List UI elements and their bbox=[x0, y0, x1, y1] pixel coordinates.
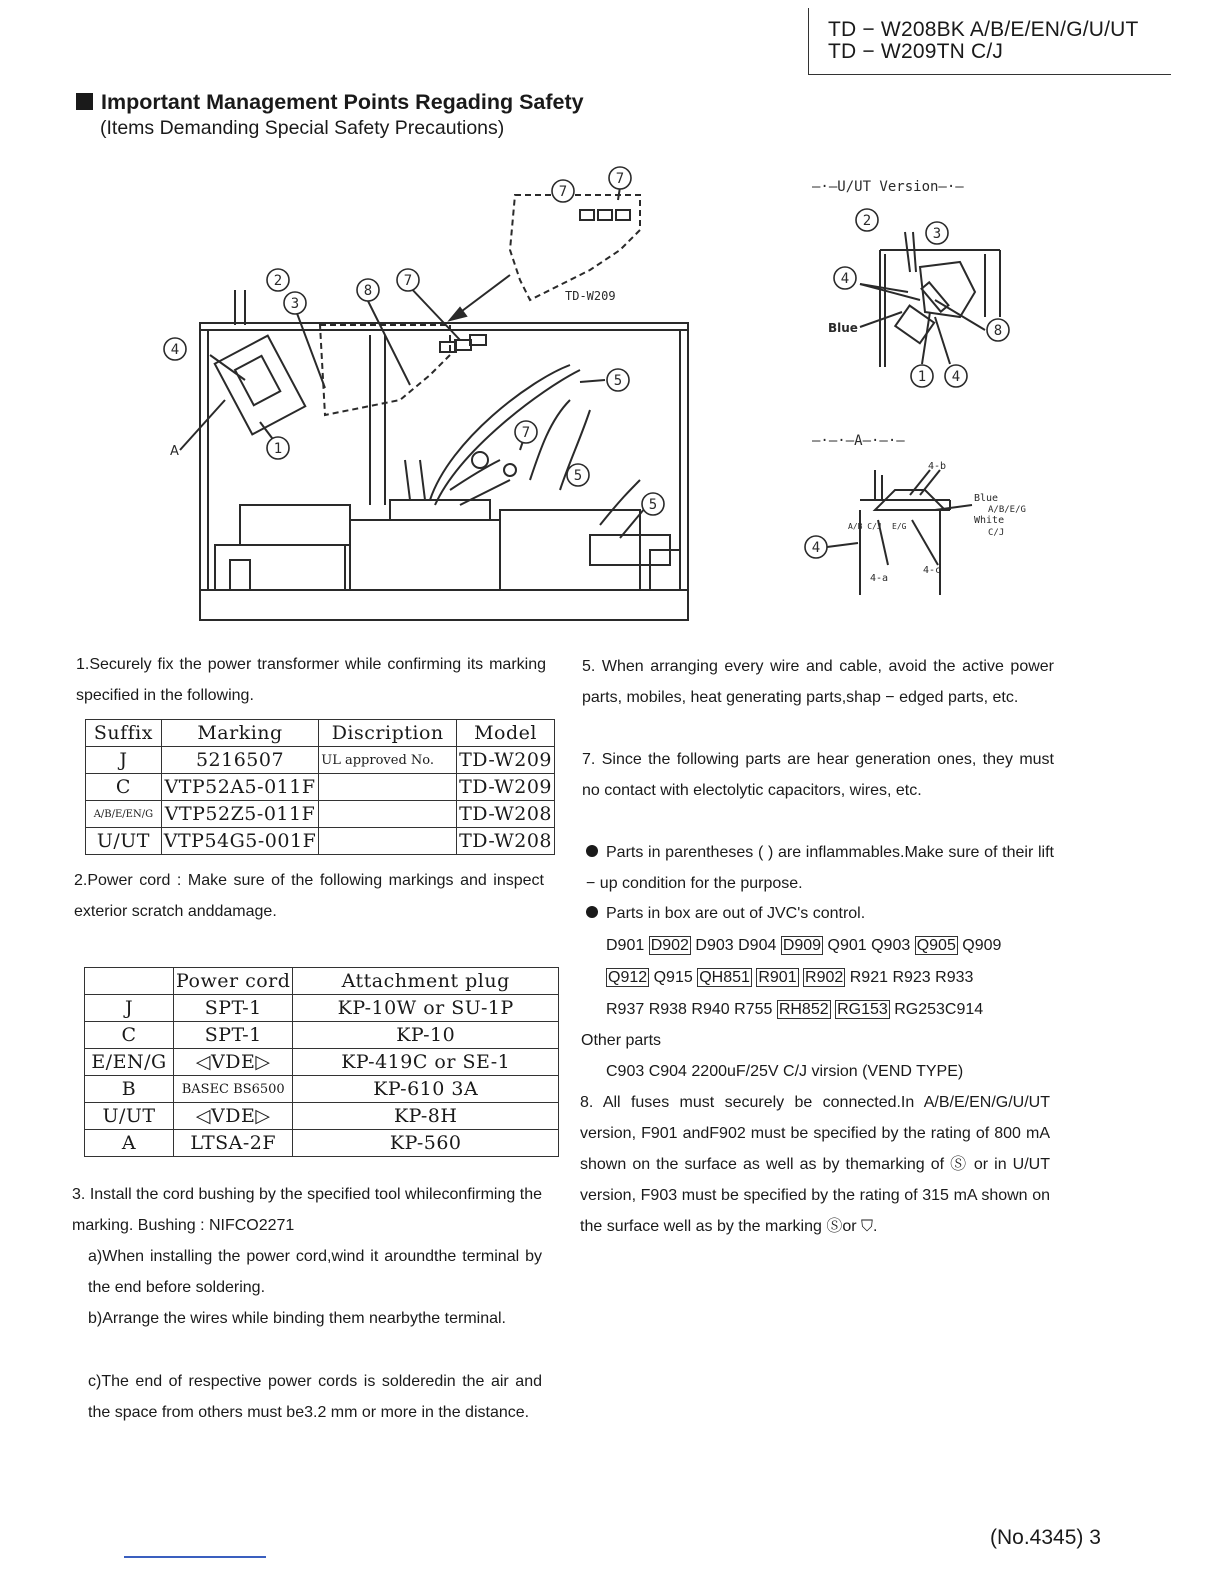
part-code: R938 bbox=[648, 1001, 687, 1018]
label-blue: Blue bbox=[974, 493, 999, 504]
uut-version-diagram bbox=[810, 172, 1050, 397]
uut-callout-4 bbox=[834, 267, 856, 289]
boxed-part-code: RH852 bbox=[778, 1001, 829, 1018]
item-1-text: 1.Securely fix the power transformer while confirming its marking specified in the following. bbox=[76, 656, 546, 704]
table-row: U/UT VTP54G5-001F TD-W208 bbox=[86, 828, 555, 855]
table-row: B BASEC BS6500 KP-610 3A bbox=[85, 1076, 559, 1103]
uut-callout-8 bbox=[987, 319, 1009, 341]
svg-text:5: 5 bbox=[613, 373, 623, 389]
parts-list-line-3 bbox=[606, 994, 1056, 1025]
table-row: J 5216507 UL approved No. TD-W209 bbox=[86, 747, 555, 774]
uut-callout-4-bottom bbox=[945, 365, 967, 387]
part-code: R755 bbox=[734, 1001, 773, 1018]
item-3-text: 3. Install the cord bushing by the specified tool whileconfirming the marking. Bushing : NIFCO2271 bbox=[72, 1186, 542, 1234]
label-4b: 4-b bbox=[928, 461, 947, 472]
svg-text:4: 4 bbox=[840, 271, 850, 287]
header-model: Model bbox=[457, 720, 555, 747]
bullet-icon bbox=[586, 845, 598, 857]
table-row: A/B/E/EN/G VTP52Z5-011F TD-W208 bbox=[86, 801, 555, 828]
header-attachment-plug: Attachment plug bbox=[293, 968, 559, 995]
square-bullet-icon bbox=[76, 93, 93, 110]
callout-8-main bbox=[357, 279, 379, 301]
callout-7-top-right bbox=[609, 167, 631, 189]
label-abeg: A/B/E/G bbox=[988, 505, 1026, 515]
part-code: Q903 bbox=[871, 937, 911, 954]
part-code: Q909 bbox=[962, 937, 1002, 954]
header-marking: Marking bbox=[161, 720, 319, 747]
svg-text:4: 4 bbox=[951, 369, 961, 385]
svg-text:7: 7 bbox=[403, 273, 413, 289]
label-white: White bbox=[974, 515, 1005, 526]
callout-7-main bbox=[397, 269, 419, 291]
callout-3-main bbox=[284, 292, 306, 314]
table-header-row bbox=[85, 968, 559, 995]
model-line-2: TD − W209TN C/J bbox=[828, 40, 1004, 63]
part-code: R923 bbox=[892, 969, 931, 986]
boxed-part-code: QH851 bbox=[699, 969, 750, 986]
header-blank bbox=[85, 968, 174, 995]
svg-text:3: 3 bbox=[932, 226, 942, 242]
part-code: Q915 bbox=[653, 969, 693, 986]
bullet-inflammables-text: Parts in parentheses ( ) are inflammables.Make sure of their lift − up condition for the purpose. bbox=[586, 844, 1054, 892]
item-5-text: 5. When arranging every wire and cable, avoid the active power parts, mobiles, heat generating parts,shap − edged parts, etc. bbox=[582, 658, 1054, 706]
detail-a-title: —·—·—A—·—·— bbox=[812, 433, 905, 449]
part-code: Q901 bbox=[827, 937, 867, 954]
svg-text:8: 8 bbox=[993, 323, 1003, 339]
detail-a-callout-4 bbox=[805, 536, 827, 558]
detail-a-diagram bbox=[800, 425, 1045, 600]
part-code: R937 bbox=[606, 1001, 645, 1018]
svg-text:4: 4 bbox=[170, 342, 180, 358]
boxed-part-code: D909 bbox=[782, 937, 822, 954]
uut-blue-label: Blue bbox=[828, 321, 858, 335]
svg-text:5: 5 bbox=[573, 468, 583, 484]
callout-5-lower bbox=[642, 493, 664, 515]
callout-2-main bbox=[267, 269, 289, 291]
uut-callout-3 bbox=[926, 222, 948, 244]
boxed-part-code: RG153 bbox=[837, 1001, 888, 1018]
bullet-box-parts-text: Parts in box are out of JVC's control. bbox=[606, 905, 866, 922]
point-a-label: A bbox=[170, 444, 179, 459]
svg-text:2: 2 bbox=[862, 213, 872, 229]
board-label-td-w209: TD-W209 bbox=[565, 289, 616, 303]
part-code: R921 bbox=[849, 969, 888, 986]
item-3c-text: c)The end of respective power cords is solderedin the air and the space from others must be3.2 mm or more in the distance. bbox=[88, 1373, 542, 1421]
svg-text:4: 4 bbox=[811, 540, 821, 556]
section-title-text: Important Management Points Regading Safety bbox=[101, 90, 584, 114]
table-header-row bbox=[86, 720, 555, 747]
page-number: (No.4345) 3 bbox=[990, 1526, 1101, 1549]
table-row: J SPT-1 KP-10W or SU-1P bbox=[85, 995, 559, 1022]
table-row: A LTSA-2F KP-560 bbox=[85, 1130, 559, 1157]
part-code: D901 bbox=[606, 937, 645, 954]
svg-text:7: 7 bbox=[558, 184, 568, 200]
callout-7-middle bbox=[515, 421, 537, 443]
label-cj: C/J bbox=[988, 528, 1005, 538]
part-code: R940 bbox=[691, 1001, 730, 1018]
boxed-part-code: Q912 bbox=[608, 969, 648, 986]
main-chassis-diagram bbox=[150, 160, 710, 630]
footer-link-line bbox=[124, 1556, 266, 1558]
table-row: U/UT ◁VDE▷ KP-8H bbox=[85, 1103, 559, 1130]
svg-text:7: 7 bbox=[615, 171, 625, 187]
callout-5-middle bbox=[567, 464, 589, 486]
callout-4-main bbox=[164, 338, 186, 360]
svg-text:2: 2 bbox=[273, 273, 283, 289]
bullet-inflammables bbox=[586, 837, 1054, 899]
uut-version-title: —·—U/UT Version—·— bbox=[812, 179, 964, 195]
item-2-text: 2.Power cord : Make sure of the following markings and inspect exterior scratch anddamage. bbox=[74, 872, 544, 920]
uut-callout-2 bbox=[856, 209, 878, 231]
header-power-cord: Power cord bbox=[174, 968, 293, 995]
transformer-marking-table bbox=[85, 719, 555, 855]
section-subtitle: (Items Demanding Special Safety Precautions) bbox=[100, 117, 505, 139]
header-discription: Discription bbox=[319, 720, 457, 747]
svg-text:5: 5 bbox=[648, 497, 658, 513]
callout-7-top-left bbox=[552, 180, 574, 202]
item-8-text: 8. All fuses must securely be connected.In A/B/E/EN/G/U/UT version, F901 andF902 must be specified by the rating of 800 mA shown on the surface as well as by themarking of Ⓢ or in U/UT version, F903 must be specified by the rating of 315 mA shown on the surface well as by the marking Ⓢor ⛉. bbox=[580, 1094, 1050, 1235]
model-line-1: TD − W208BK A/B/E/EN/G/U/UT bbox=[828, 18, 1139, 41]
item-3b-text: b)Arrange the wires while binding them nearbythe terminal. bbox=[88, 1310, 506, 1327]
svg-text:8: 8 bbox=[363, 283, 373, 299]
part-code: R933 bbox=[935, 969, 974, 986]
header-suffix: Suffix bbox=[86, 720, 162, 747]
boxed-part-code: R901 bbox=[758, 969, 797, 986]
svg-text:1: 1 bbox=[273, 441, 283, 457]
boxed-part-code: D902 bbox=[650, 937, 689, 954]
boxed-part-code: R902 bbox=[805, 969, 844, 986]
svg-text:7: 7 bbox=[521, 425, 531, 441]
part-code: RG253C914 bbox=[894, 1001, 984, 1018]
label-4c: 4-c bbox=[923, 565, 942, 576]
table-row: C VTP52A5-011F TD-W209 bbox=[86, 774, 555, 801]
boxed-part-code: Q905 bbox=[916, 937, 956, 954]
item-3a-text: a)When installing the power cord,wind it aroundthe terminal by the end before soldering. bbox=[88, 1248, 542, 1296]
part-code: D904 bbox=[738, 937, 777, 954]
svg-text:3: 3 bbox=[290, 296, 300, 312]
label-eg: E/G bbox=[892, 522, 907, 531]
other-parts-label: Other parts bbox=[581, 1032, 662, 1049]
label-4a: 4-a bbox=[870, 573, 889, 584]
callout-5-upper bbox=[607, 369, 629, 391]
svg-text:1: 1 bbox=[917, 369, 927, 385]
table-row: C SPT-1 KP-10 bbox=[85, 1022, 559, 1049]
section-title bbox=[76, 90, 584, 115]
other-parts-text: C903 C904 2200uF/25V C/J virsion (VEND TYPE) bbox=[606, 1063, 964, 1080]
table-row: E/EN/G ◁VDE▷ KP-419C or SE-1 bbox=[85, 1049, 559, 1076]
parts-list-line-1 bbox=[606, 930, 1056, 961]
power-cord-table bbox=[84, 967, 559, 1157]
bullet-box-parts bbox=[586, 898, 1054, 929]
callout-1-main bbox=[267, 437, 289, 459]
item-7-text: 7. Since the following parts are hear generation ones, they must no contact with electolytic capacitors, wires, etc. bbox=[582, 751, 1054, 799]
bullet-icon bbox=[586, 906, 598, 918]
label-ab-cj: A/B C/J bbox=[848, 522, 882, 531]
part-code: D903 bbox=[695, 937, 734, 954]
uut-callout-1 bbox=[911, 365, 933, 387]
parts-list-line-2 bbox=[606, 962, 1056, 993]
